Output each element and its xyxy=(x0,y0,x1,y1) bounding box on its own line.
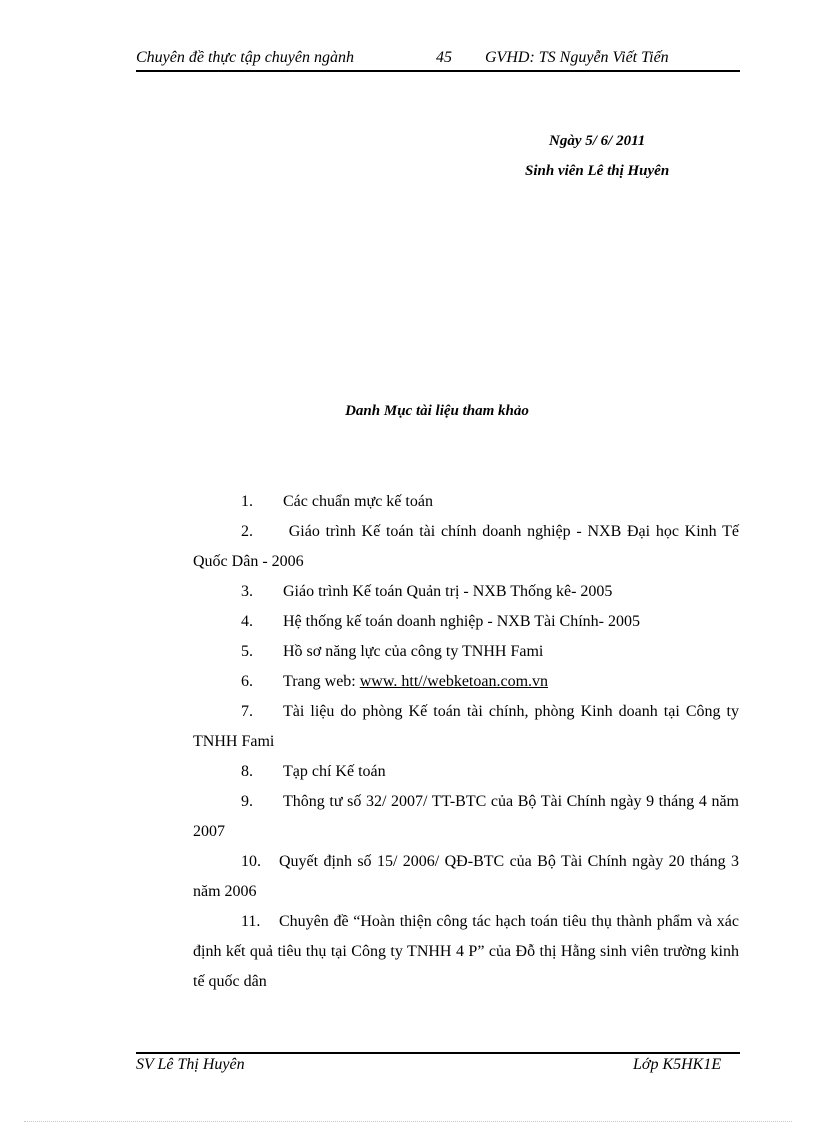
reference-item xyxy=(193,667,739,697)
reference-item xyxy=(193,517,739,577)
reference-number: 9. xyxy=(241,793,253,810)
reference-text: Quyết định số 15/ 2006/ QĐ-BTC của Bộ Tài Chính ngày 20 tháng 3 năm 2006 xyxy=(193,853,739,900)
header-advisor: GVHD: TS Nguyễn Viết Tiến xyxy=(485,49,669,66)
header-course-title: Chuyên đề thực tập chuyên ngành xyxy=(136,49,354,66)
reference-text: Chuyên đề “Hoàn thiện công tác hạch toán tiêu thụ thành phẩm và xác định kết quả tiêu thụ tại Công ty TNHH 4 P” của Đỗ thị Hằng sinh viên trường kinh tế quốc dân xyxy=(193,913,739,990)
header-page-number: 45 xyxy=(436,49,452,66)
reference-item xyxy=(193,787,739,847)
page-footer xyxy=(136,1056,740,1076)
reference-text: Giáo trình Kế toán Quản trị - NXB Thống kê- 2005 xyxy=(283,583,613,600)
reference-number: 1. xyxy=(241,493,253,510)
reference-text: Hệ thống kế toán doanh nghiệp - NXB Tài Chính- 2005 xyxy=(283,613,640,630)
reference-list xyxy=(193,487,739,997)
reference-item xyxy=(193,697,739,757)
reference-item xyxy=(193,607,739,637)
reference-number: 4. xyxy=(241,613,253,630)
footer-rule xyxy=(136,1052,740,1054)
signature-student: Sinh viên Lê thị Huyên xyxy=(525,163,670,179)
header-rule xyxy=(136,70,740,72)
signature-date: Ngày 5/ 6/ 2011 xyxy=(549,133,646,149)
reference-item xyxy=(193,907,739,997)
reference-item xyxy=(193,637,739,667)
reference-text: Các chuẩn mực kế toán xyxy=(283,493,433,510)
reference-text: Hồ sơ năng lực của công ty TNHH Fami xyxy=(283,643,544,660)
reference-item xyxy=(193,757,739,787)
reference-text: Tài liệu do phòng Kế toán tài chính, phòng Kinh doanh tại Công ty TNHH Fami xyxy=(193,703,739,750)
reference-number: 2. xyxy=(241,523,253,540)
reference-text: Trang web: xyxy=(283,673,360,690)
references-title: Danh Mục tài liệu tham khảo xyxy=(345,403,529,419)
reference-item xyxy=(193,577,739,607)
page-header xyxy=(136,47,740,71)
reference-number: 11. xyxy=(241,913,261,930)
reference-text: Thông tư số 32/ 2007/ TT-BTC của Bộ Tài Chính ngày 9 tháng 4 năm 2007 xyxy=(193,793,739,840)
reference-item xyxy=(193,847,739,907)
reference-number: 10. xyxy=(241,853,261,870)
reference-text: Giáo trình Kế toán tài chính doanh nghiệp - NXB Đại học Kinh Tế Quốc Dân - 2006 xyxy=(193,523,739,570)
footer-student-name: SV Lê Thị Huyên xyxy=(136,1056,245,1073)
reference-number: 7. xyxy=(241,703,253,720)
footer-class: Lớp K5HK1E xyxy=(633,1056,722,1073)
reference-weblink[interactable]: www. htt//webketoan.com.vn xyxy=(359,673,549,690)
reference-number: 3. xyxy=(241,583,253,600)
reference-text: Tạp chí Kế toán xyxy=(283,763,386,780)
reference-item xyxy=(193,487,739,517)
reference-number: 6. xyxy=(241,673,253,690)
reference-number: 8. xyxy=(241,763,253,780)
reference-number: 5. xyxy=(241,643,253,660)
page-edge-divider xyxy=(24,1121,792,1122)
